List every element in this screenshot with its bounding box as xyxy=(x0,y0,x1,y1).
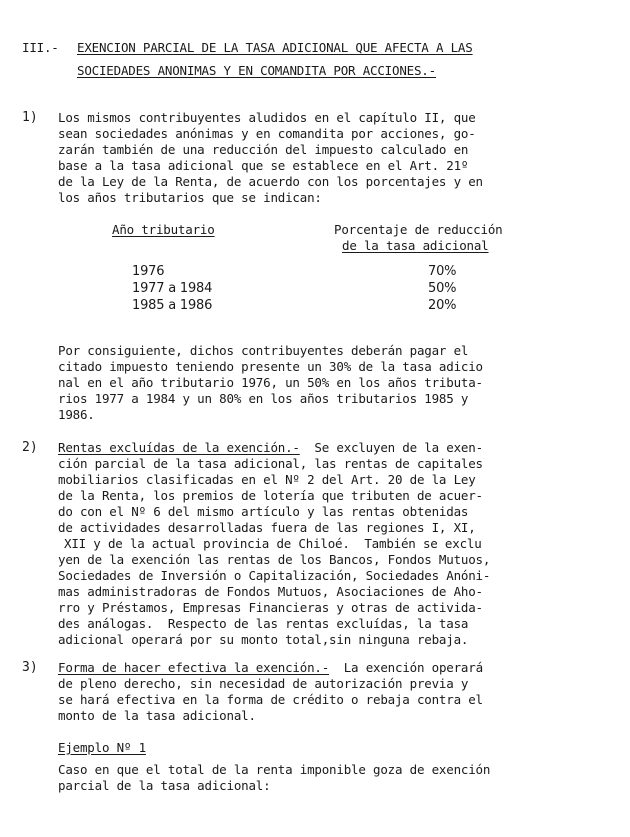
section-2-line: adicional operará por su monto total,sin ninguna rebaja. xyxy=(58,632,469,647)
example-title: Ejemplo Nº 1 xyxy=(58,740,146,755)
section-2-line: yen de la exención las rentas de los Bancos, Fondos Mutuos, xyxy=(58,552,491,567)
section-1-line: Los mismos contribuyentes aludidos en el capítulo II, que xyxy=(58,110,476,125)
section-2-line: mobiliarios clasificadas en el Nº 2 del Art. 20 de la Ley xyxy=(58,472,476,487)
section-1-line: de la Ley de la Renta, de acuerdo con los porcentajes y en xyxy=(58,174,483,189)
section-1-line: zarán también de una reducción del impuesto calculado en xyxy=(58,142,469,157)
heading-line-1: EXENCION PARCIAL DE LA TASA ADICIONAL QUE AFECTA A LAS xyxy=(77,40,473,55)
heading-line-2: SOCIEDADES ANONIMAS Y EN COMANDITA POR ACCIONES.- xyxy=(77,63,436,78)
section-1-line: sean sociedades anónimas y en comandita por acciones, go- xyxy=(58,126,476,141)
table-header-percent-2: de la tasa adicional xyxy=(342,238,489,253)
table-header-percent-1: Porcentaje de reducción xyxy=(334,222,503,237)
example-line: parcial de la tasa adicional: xyxy=(58,778,271,793)
heading-number: III.- xyxy=(22,40,59,55)
section-1-after-line: rios 1977 a 1984 y un 80% en los años tributarios 1985 y xyxy=(58,391,469,406)
section-2-line: ción parcial de la tasa adicional, las rentas de capitales xyxy=(58,456,483,471)
table-row-year: 1977 a 1984 xyxy=(132,281,213,296)
section-3-line: de pleno derecho, sin necesidad de autorización previa y xyxy=(58,676,469,691)
section-1-after-line: nal en el año tributario 1976, un 50% en los años tributa- xyxy=(58,375,483,390)
section-1-after-line: Por consiguiente, dichos contribuyentes deberán pagar el xyxy=(58,343,469,358)
section-2-line: XII y de la actual provincia de Chiloé. También se exclu xyxy=(64,536,482,551)
section-1-after-line: 1986. xyxy=(58,407,95,422)
section-2-first-line-rest: Se excluyen de la exen- xyxy=(299,440,483,455)
table-row-percent: 50% xyxy=(428,281,457,296)
section-1-number: 1) xyxy=(22,110,38,125)
section-3-line: monto de la tasa adicional. xyxy=(58,708,256,723)
example-line: Caso en que el total de la renta imponible goza de exención xyxy=(58,762,491,777)
table-row-percent: 70% xyxy=(428,264,457,279)
section-2-line: do con el Nº 6 del mismo artículo y las rentas obtenidas xyxy=(58,504,469,519)
table-row-percent: 20% xyxy=(428,298,457,313)
table-row-year: 1985 a 1986 xyxy=(132,298,213,313)
section-2-line: des análogas. Respecto de las rentas excluídas, la tasa xyxy=(58,616,469,631)
section-3-title: Forma de hacer efectiva la exención.- xyxy=(58,660,330,675)
section-1-after-line: citado impuesto teniendo presente un 30% de la tasa adicio xyxy=(58,359,483,374)
section-2-line: de la Renta, los premios de lotería que tributen de acuer- xyxy=(58,488,483,503)
section-2-line: mas administradoras de Fondos Mutuos, Asociaciones de Aho- xyxy=(58,584,483,599)
table-header-year: Año tributario xyxy=(112,222,215,237)
section-3-first-line-rest: La exención operará xyxy=(329,660,483,675)
section-3-number: 3) xyxy=(22,660,38,675)
section-2-number: 2) xyxy=(22,440,38,455)
section-1-line: los años tributarios que se indican: xyxy=(58,190,322,205)
table-row-year: 1976 xyxy=(132,264,165,279)
section-1-line: base a la tasa adicional que se establece en el Art. 21º xyxy=(58,158,469,173)
section-2-first-line xyxy=(58,440,483,456)
section-2-line: rro y Préstamos, Empresas Financieras y otras de activida- xyxy=(58,600,483,615)
section-3-line: se hará efectiva en la forma de crédito o rebaja contra el xyxy=(58,692,483,707)
section-2-line: Sociedades de Inversión o Capitalización, Sociedades Anóni- xyxy=(58,568,491,583)
section-3-first-line xyxy=(58,660,483,676)
section-2-line: de actividades desarrolladas fuera de las regiones I, XI, xyxy=(58,520,476,535)
section-2-title: Rentas excluídas de la exención.- xyxy=(58,440,300,455)
